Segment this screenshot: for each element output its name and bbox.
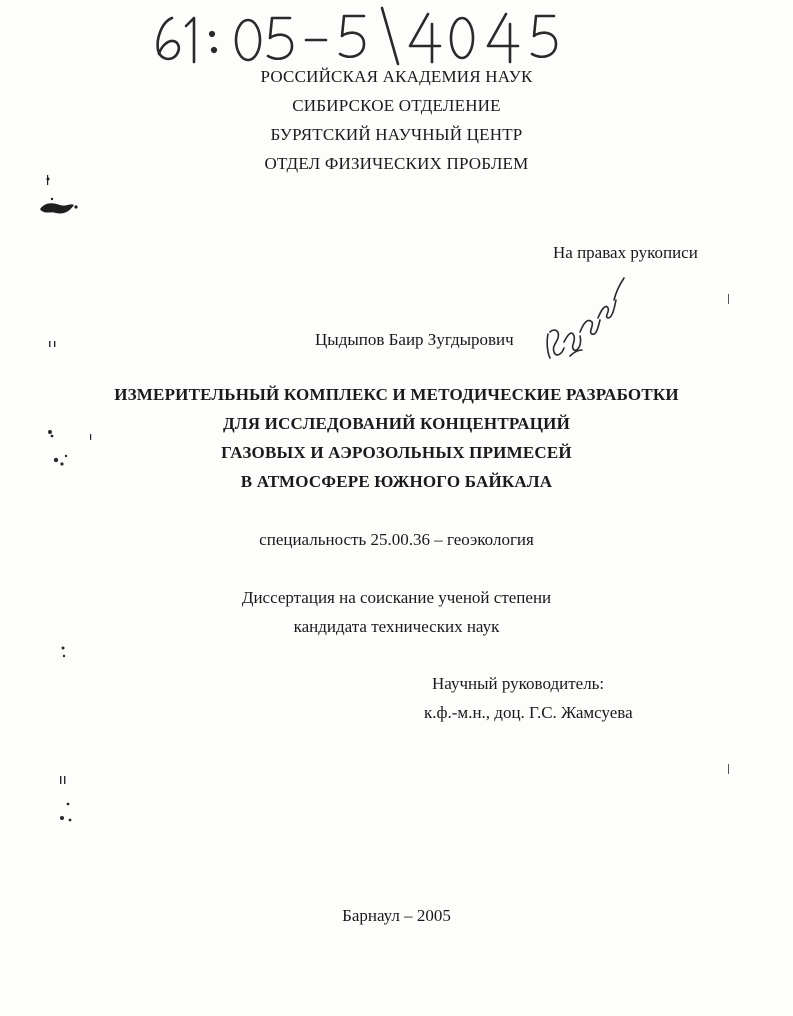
scan-speck bbox=[55, 640, 75, 670]
specialty-line: специальность 25.00.36 – геоэкология bbox=[259, 530, 534, 549]
scan-blot bbox=[30, 165, 90, 225]
scan-speck bbox=[720, 760, 740, 780]
institution-line-4: ОТДЕЛ ФИЗИЧЕСКИХ ПРОБЛЕМ bbox=[264, 154, 529, 173]
city-year: Барнаул – 2005 bbox=[342, 906, 451, 925]
institution-line-1: РОССИЙСКАЯ АКАДЕМИЯ НАУК bbox=[260, 67, 533, 86]
title-line-1: ИЗМЕРИТЕЛЬНЫЙ КОМПЛЕКС И МЕТОДИЧЕСКИЕ РАЗРАБОТКИ bbox=[114, 385, 679, 404]
manuscript-note: На правах рукописи bbox=[553, 243, 698, 262]
scan-speck bbox=[720, 290, 740, 310]
institution-line-2: СИБИРСКОЕ ОТДЕЛЕНИЕ bbox=[292, 96, 501, 115]
dissertation-line-1: Диссертация на соискание ученой степени bbox=[241, 588, 552, 607]
scan-speck bbox=[45, 335, 65, 355]
title-line-3: ГАЗОВЫХ И АЭРОЗОЛЬНЫХ ПРИМЕСЕЙ bbox=[221, 443, 572, 462]
handwritten-signature-icon bbox=[540, 272, 630, 372]
scan-speck bbox=[48, 770, 88, 830]
advisor-label: Научный руководитель: bbox=[432, 674, 605, 693]
author-name: Цыдыпов Баир Зугдырович bbox=[315, 330, 514, 349]
advisor-name: к.ф.-м.н., доц. Г.С. Жамсуева bbox=[424, 703, 633, 722]
institution-line-3: БУРЯТСКИЙ НАУЧНЫЙ ЦЕНТР bbox=[270, 125, 523, 144]
handwritten-archive-code bbox=[150, 4, 570, 66]
title-line-4: В АТМОСФЕРЕ ЮЖНОГО БАЙКАЛА bbox=[240, 472, 553, 491]
scan-speck bbox=[40, 420, 110, 480]
dissertation-line-2: кандидата технических наук bbox=[293, 617, 500, 636]
title-line-2: ДЛЯ ИССЛЕДОВАНИЙ КОНЦЕНТРАЦИЙ bbox=[222, 414, 571, 433]
